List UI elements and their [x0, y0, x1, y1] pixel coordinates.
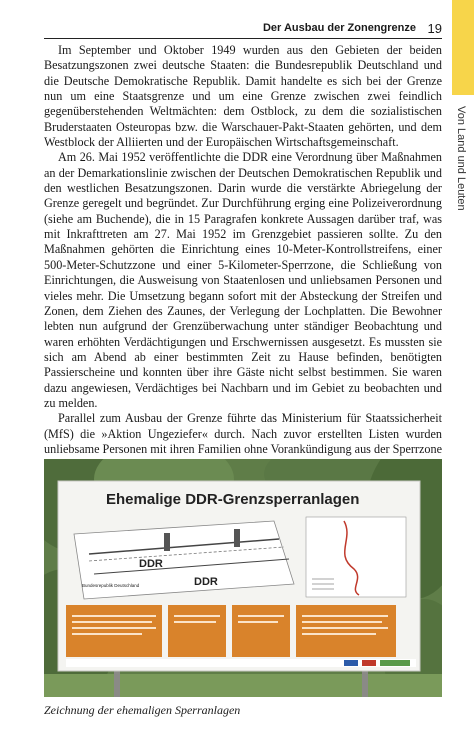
photo-border-sign	[44, 459, 442, 697]
chapter-title: Der Ausbau der Zonengrenze	[262, 22, 416, 34]
diagram-label-ddr-2: DDR	[194, 576, 218, 588]
paragraph: Im September und Oktober 1949 wurden aus den Gebieten der beiden Besatzungszonen zwei deutsche Staaten: die Bundesrepublik Deutschland und die Deutsche Demokratische Republik. Damit handelte es sich bei der Grenze nun um eine Staatsgrenze und um eine Grenze zwischen zwei feindlich gegenüberstehenden Weltmächten: dem Ostblock, zu dem die sozialistischen Bruderstaaten Osteuropas bzw. die Warschauer-Pakt-Staaten gehörten, und dem Westblock der Alliierten und der Europäischen Wirtschaftsgemeinschaft.	[44, 43, 442, 150]
photo-caption: Zeichnung der ehemaligen Sperranlagen	[44, 703, 241, 717]
body-text	[44, 43, 442, 473]
paragraph: Parallel zum Ausbau der Grenze führte das Ministerium für Staatssicherheit (MfS) die »Aktion Ungeziefer« durch. Nach zuvor erstellten Listen wurden unliebsame Personen mit ihren Familien ohne Vorankündigung aus der Sperrzone	[44, 411, 442, 456]
photo-illustration	[44, 459, 442, 697]
section-tab-color-block	[452, 0, 474, 95]
running-header	[44, 22, 442, 39]
section-tab	[452, 0, 474, 220]
sign-title: Ehemalige DDR-Grenzsperranlagen	[106, 491, 360, 508]
diagram-label-ddr-1: DDR	[139, 558, 163, 570]
section-tab-label: Von Land und Leuten	[455, 106, 467, 211]
page-number: 19	[427, 21, 442, 36]
paragraph: Am 26. Mai 1952 veröffentlichte die DDR eine Verordnung über Maßnahmen an der Demarkationslinie zwischen der Deutschen Demokratischen Republik und den westlichen Besatzungszonen. Darin wurde die verstärkte Abriegelung der Grenze geregelt und begründet. Zur Durchführung erging eine Polizeiverordnung (siehe am Buchende), die in 15 Paragrafen konkrete Aussagen darüber traf, was mit Inkrafttreten am 27. Mai 1952 im Grenzgebiet passieren sollte. Zu den Maßnahmen gehörten die Einrichtung eines 10-Meter-Kontrollstreifens, einer 500-Meter-Schutzzone und einer 5-Kilometer-Sperrzone, die Schließung von Einrichtungen, die Ausweisung von Staatenlosen und unliebsamen Personen und vieles mehr. Die Umsetzung begann sofort mit der Absteckung der Streifen und Zonen, dem Ziehen des Zaunes, der Verlegung der Lochplatten. Die Bewohner lebten nun aufgrund der Grenzüberwachung unter ständiger Beobachtung und waren erhöhten Verdächtigungen und Erschwernissen ausgesetzt. Es mussten sie sich am Abend ab einer bestimmten Zeit zu Hause befinden, benötigten Passierscheine und konnten über ihre Gäste nicht selbst bestimmen. Sie waren dazu angewiesen, Verdächtiges bei Nachbarn und im Gebiet zu beobachten und zu melden.	[44, 150, 442, 410]
diagram-label-brd: Bundesrepublik Deutschland	[82, 583, 140, 588]
